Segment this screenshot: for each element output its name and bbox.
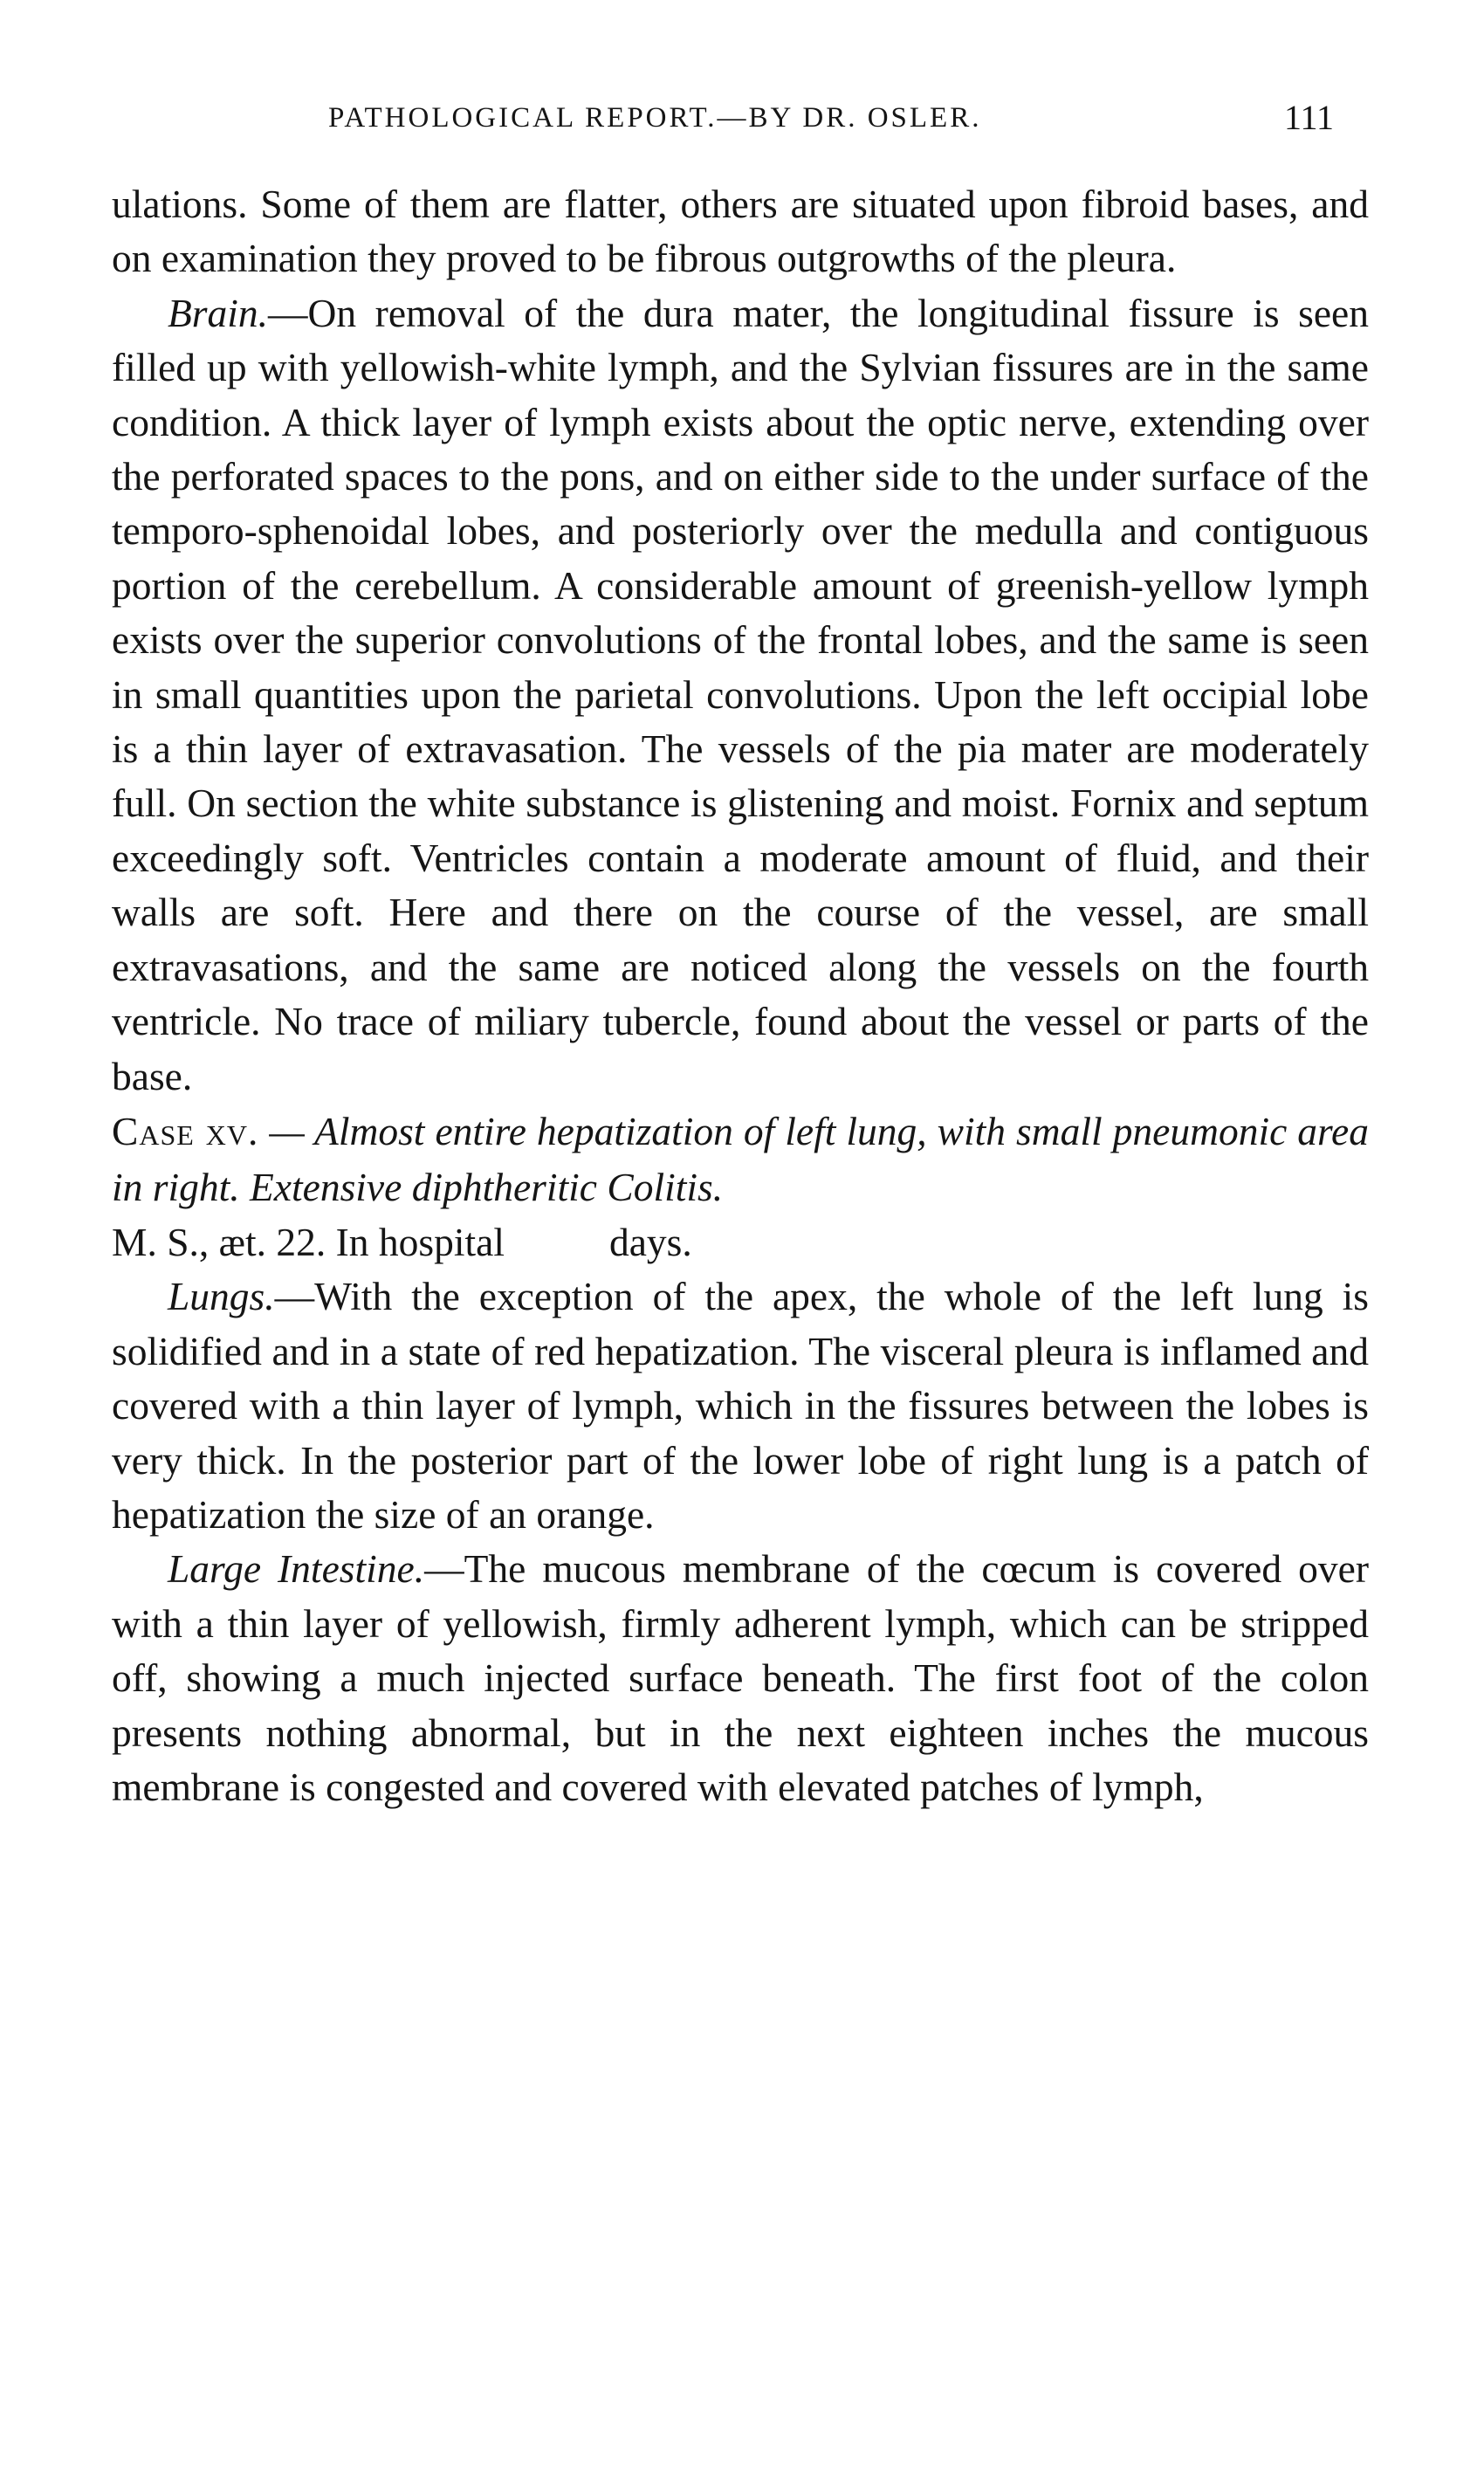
case-title: — Almost entire hepatization of left lung, with small pneumonic area in right. Extensive diphtheritic Colitis. bbox=[112, 1108, 1370, 1209]
paragraph-large-intestine bbox=[112, 1542, 1369, 1814]
case-heading bbox=[112, 1104, 1369, 1215]
paragraph-brain bbox=[112, 286, 1369, 1104]
paragraph-text: —On removal of the dura mater, the longitudinal fissure is seen filled up with yellowish-white lymph, and the Sylvian fissures are in the same condition. A thick layer of lymph exists about the optic nerve, extending over the perforated spaces to the pons, and on either side to the under surface of the temporo-sphenoidal lobes, and posteriorly over the medulla and contiguous portion of the cerebellum. A considerable amount of greenish-yellow lymph exists over the superior convolutions of the frontal lobes, and the same is seen in small quantities upon the parietal convolutions. Upon the left occipial lobe is a thin layer of extravasation. The vessels of the pia mater are moderately full. On section the white substance is glistening and moist. Fornix and septum exceedingly soft. Ventricles contain a moderate amount of fluid, and their walls are soft. Here and there on the course of the vessel, are small extravasations, and the same are noticed along the vessels on the fourth ventricle. No trace of miliary tubercle, found about the vessel or parts of the base. bbox=[112, 290, 1369, 1098]
body-text bbox=[112, 177, 1369, 1814]
running-title: PATHOLOGICAL REPORT.—BY DR. OSLER. bbox=[328, 102, 982, 134]
paragraph-lungs bbox=[112, 1270, 1369, 1542]
patient-days: days. bbox=[608, 1219, 692, 1264]
paragraph-text: ulations. Some of them are flatter, others are situated upon fibroid bases, and on examination they proved to be fibrous outgrowths of the pleura. bbox=[112, 182, 1369, 281]
section-heading-large-intestine: Large Intestine. bbox=[168, 1546, 425, 1592]
section-heading-brain: Brain. bbox=[168, 290, 269, 335]
book-page bbox=[112, 83, 1369, 1814]
patient-line bbox=[112, 1215, 1369, 1270]
paragraph-text: —With the exception of the apex, the whole of the left lung is solidified and in a state of red hepatization. The visceral pleura is inflamed and covered with a thin layer of lymph, which in the fissures between the lobes is very thick. In the posterior part of the lower lobe of right lung is a patch of hepatization the size of an orange. bbox=[112, 1274, 1369, 1537]
section-heading-lungs: Lungs. bbox=[168, 1274, 275, 1319]
running-header bbox=[112, 83, 1369, 153]
paragraph-text: —The mucous membrane of the cœcum is covered over with a thin layer of yellowish, firmly adherent lymph, which can be stripped off, showing a much injected surface beneath. The first foot of the colon presents nothing abnormal, but in the next eighteen inches the mucous membrane is congested and covered with elevated patches of lymph, bbox=[112, 1546, 1369, 1809]
patient-info: M. S., æt. 22. In hospital bbox=[112, 1219, 505, 1264]
paragraph-continuation bbox=[112, 177, 1369, 286]
page-number: 111 bbox=[1283, 98, 1334, 137]
case-number: Case xv. bbox=[112, 1108, 259, 1153]
